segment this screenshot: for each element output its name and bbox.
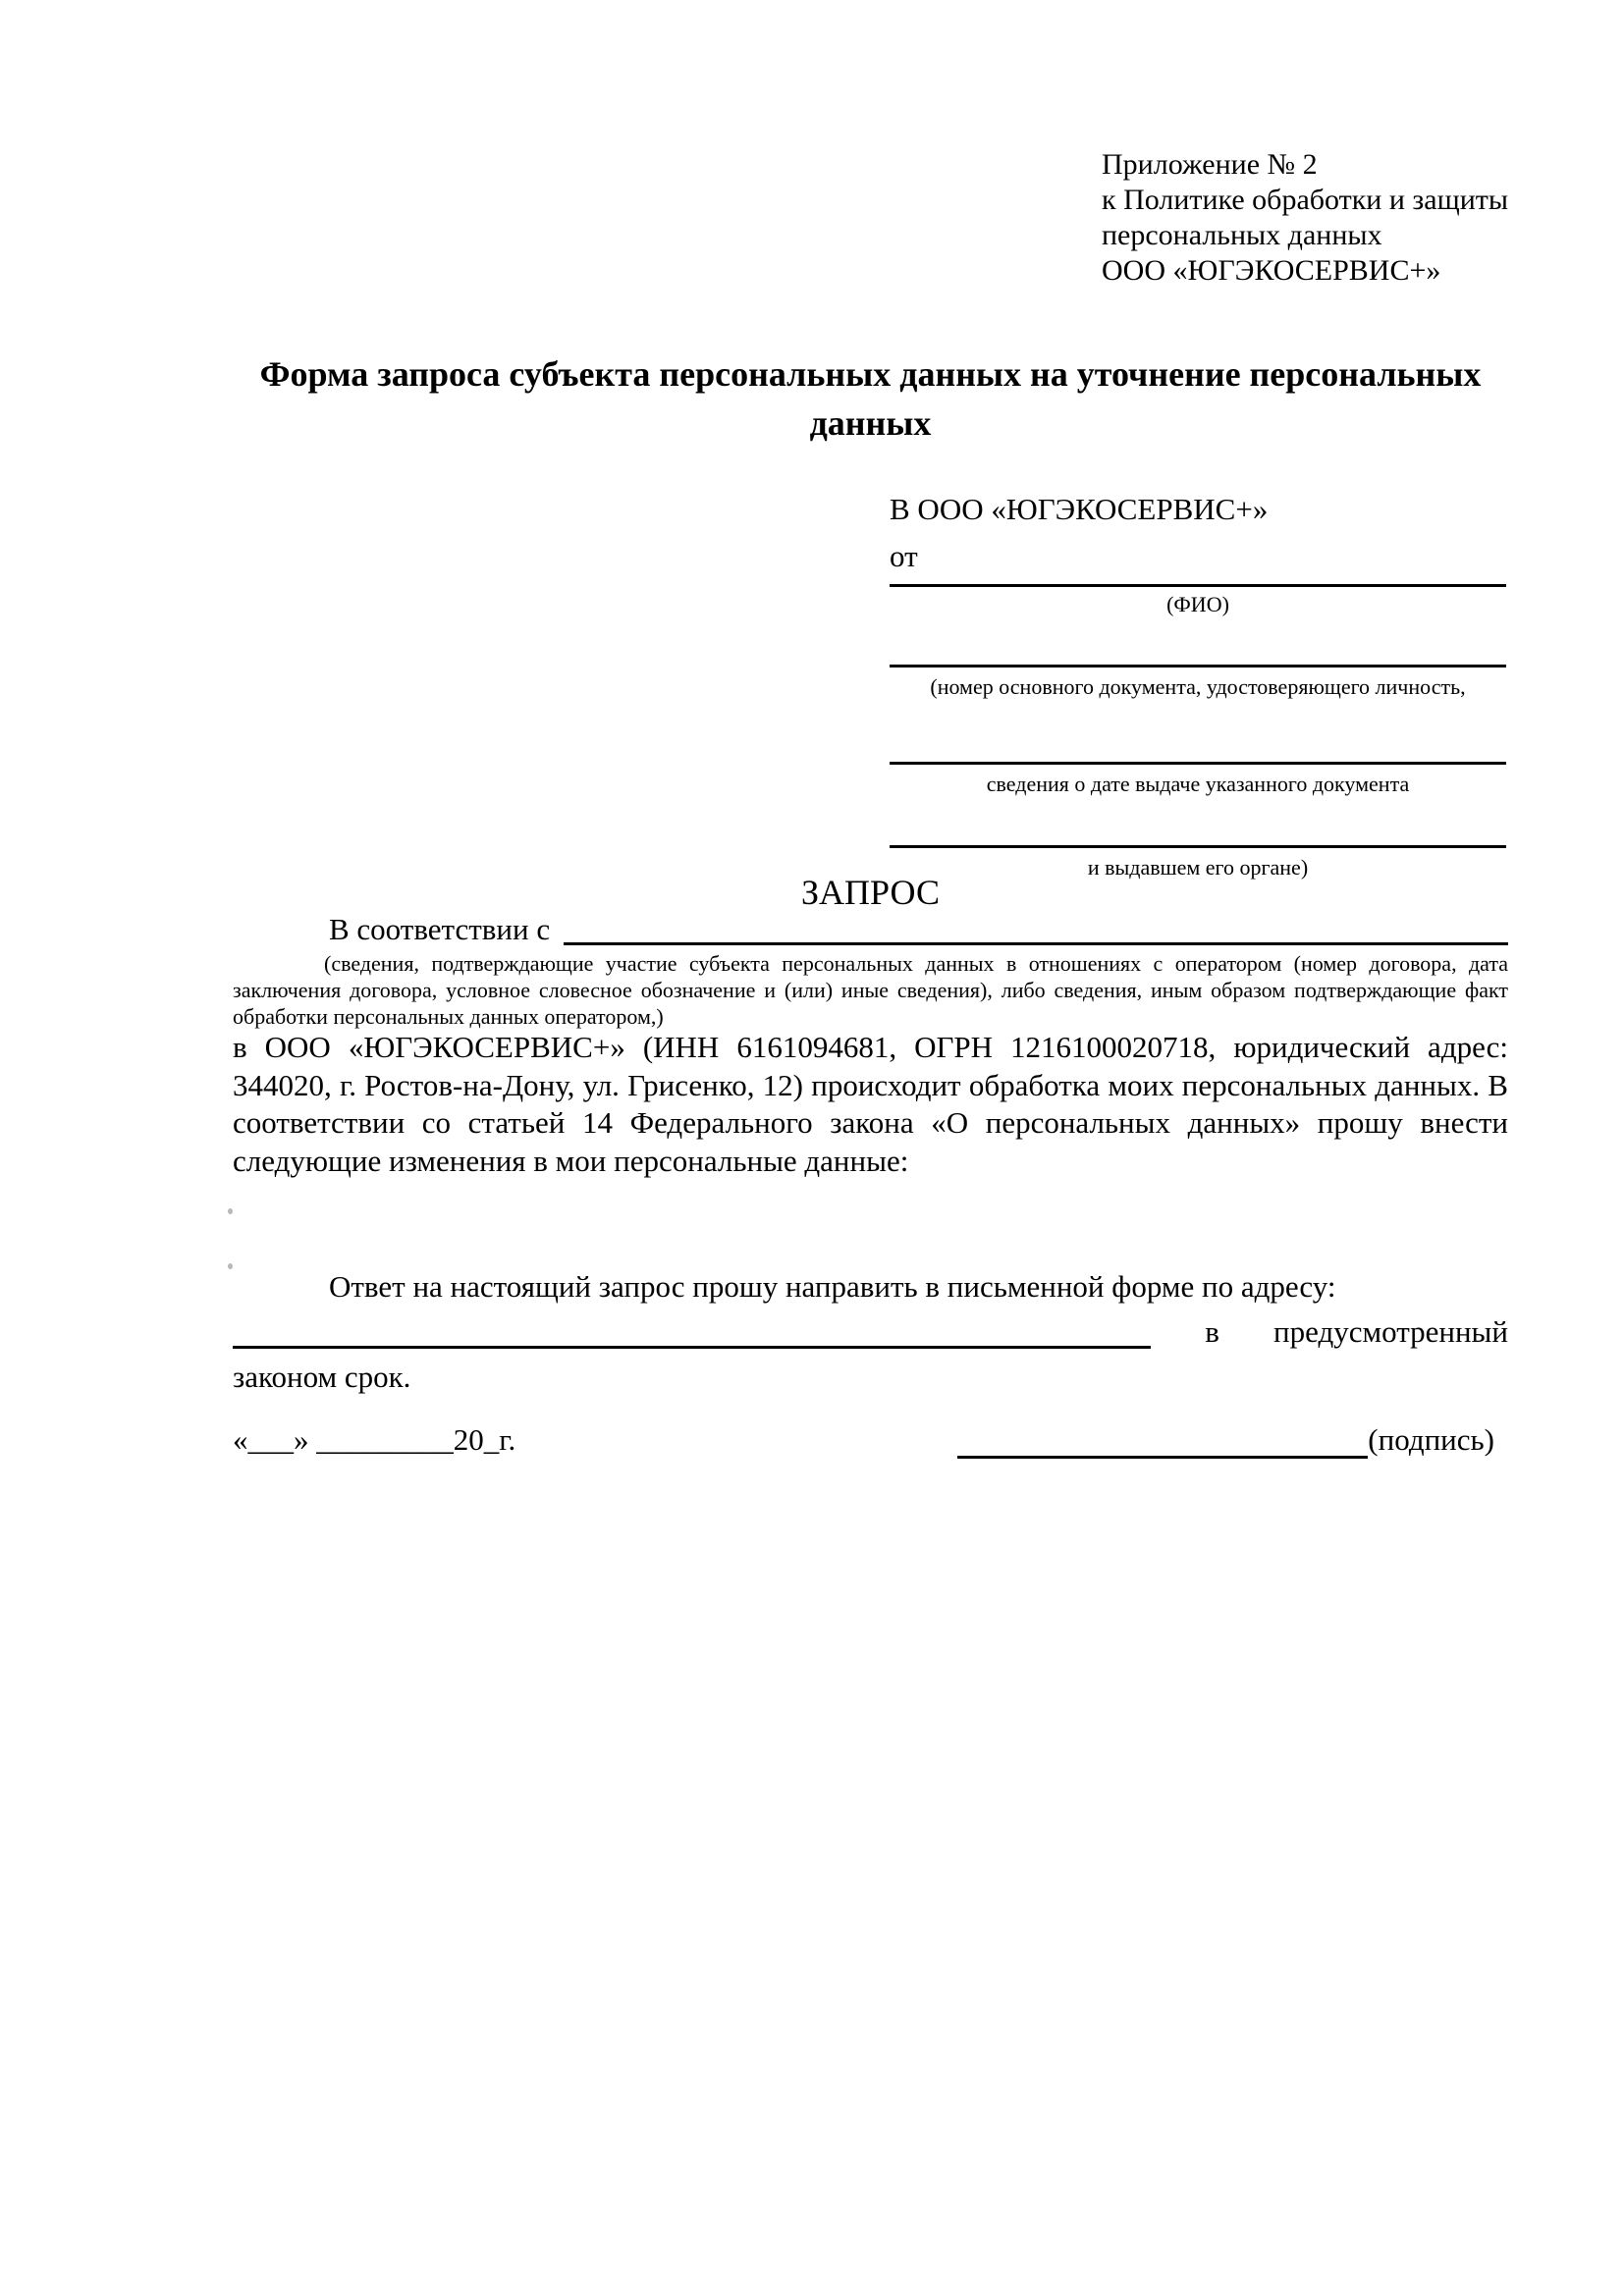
appendix-line-4: ООО «ЮГЭКОСЕРВИС+» xyxy=(1102,254,1441,287)
empty-list-mark-1 xyxy=(228,1208,233,1214)
id-document-caption: (номер основного документа, удостоверяющего личность, xyxy=(930,674,1466,699)
addressee-company: В ООО «ЮГЭКОСЕРВИС+» xyxy=(890,492,1269,526)
intro-row xyxy=(233,913,1508,946)
appendix-line-1: Приложение № 2 xyxy=(1102,148,1318,181)
reply-word-predusmotrenny: предусмотренный xyxy=(1273,1314,1508,1349)
grounds-blank-line xyxy=(564,913,1508,945)
fio-blank-line xyxy=(890,584,1506,587)
fio-caption: (ФИО) xyxy=(1166,592,1229,616)
body-paragraph: в ООО «ЮГЭКОСЕРВИС+» (ИНН 6161094681, ОГРН 1216100020718, юридический адрес: 344020, г. Ростов-на-Дону, ул. Грисенко, 12) происходит обработка моих персональных данных. В соответствии со статьей 14 Федерального закона «О персональных данных» прошу внести следующие изменения в мои персональные данные: xyxy=(233,1030,1508,1178)
reply-address-blank-line xyxy=(233,1342,1151,1349)
issuing-authority-caption: и выдавшем его органе) xyxy=(1087,855,1309,880)
footer-row xyxy=(233,1421,1494,1459)
addressee-from-label: от xyxy=(890,539,918,573)
reply-address-row xyxy=(233,1313,1508,1351)
reply-closing: законом срок. xyxy=(233,1360,411,1394)
intro-label: В соответствии с xyxy=(329,912,551,946)
appendix-line-3: персональных данных xyxy=(1102,219,1382,251)
request-heading: ЗАПРОС xyxy=(801,873,940,912)
issue-date-blank-line xyxy=(890,762,1506,765)
document-title: Форма запроса субъекта персональных данных на уточнение персональных данных xyxy=(259,354,1482,443)
signature-group xyxy=(957,1421,1494,1459)
issuing-authority-blank-line xyxy=(890,845,1506,848)
issue-date-caption: сведения о дате выдаче указанного документа xyxy=(986,772,1410,796)
signature-caption: (подпись) xyxy=(1368,1422,1494,1457)
appendix-reference-block xyxy=(1102,147,1534,289)
reply-word-v: в xyxy=(1205,1314,1219,1349)
appendix-line-2: к Политике обработки и защиты xyxy=(1102,184,1509,216)
reply-sentence: Ответ на настоящий запрос прошу направить в письменной форме по адресу: xyxy=(329,1269,1336,1304)
date-blank: «___» _________20_г. xyxy=(233,1422,516,1457)
intro-note: (сведения, подтверждающие участие субъекта персональных данных в отношениях с оператором (номер договора, дата заключения договора, условное словесное обозначение и (или) иные сведения), либо сведения, иным образом подтверждающие факт обработки персональных данных оператором,) xyxy=(233,951,1508,1029)
signature-blank-line xyxy=(957,1423,1368,1459)
id-document-blank-line xyxy=(890,665,1506,667)
